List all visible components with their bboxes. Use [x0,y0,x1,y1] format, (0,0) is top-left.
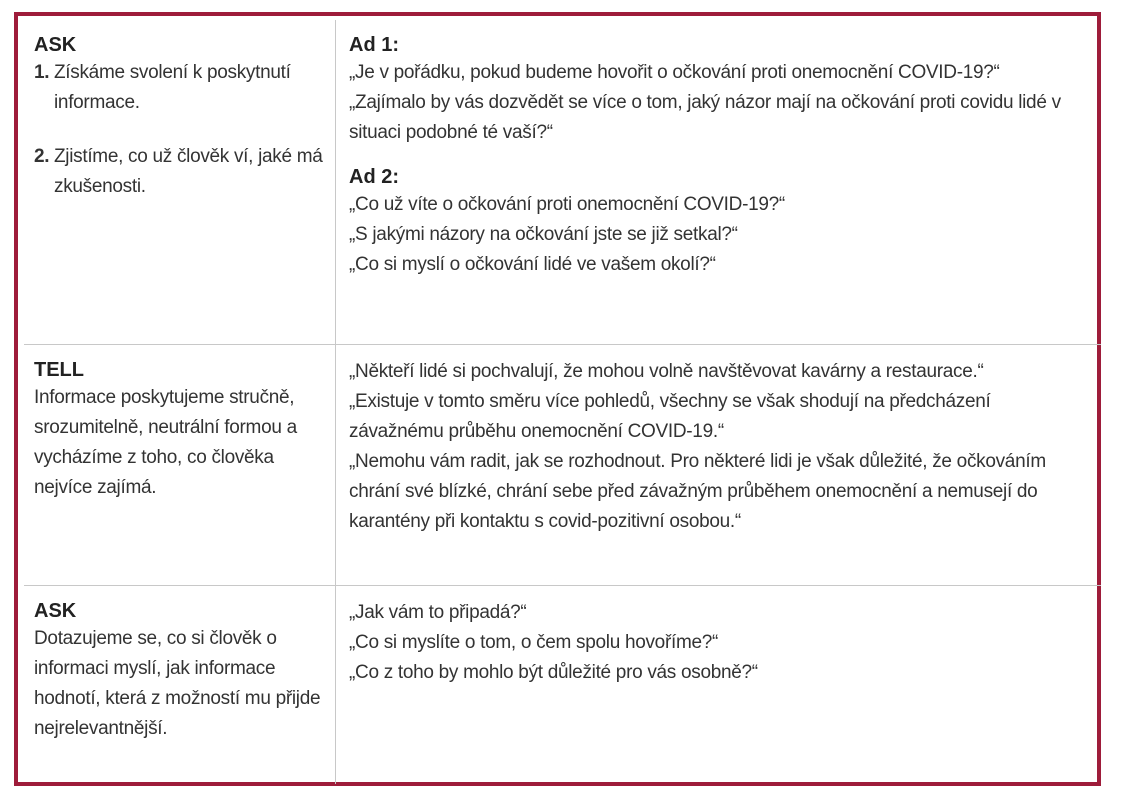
row1-item-2-number: 2. [34,146,50,167]
row2-right-cell [336,345,1087,585]
row3-left-cell [24,586,336,784]
ask-tell-ask-table [24,20,1101,784]
row3-quote-3: „Co z toho by mohlo být důležité pro vás osobně?“ [349,662,758,683]
row1-group1-quote-1: „Je v pořádku, pokud budeme hovořit o očkování proti onemocnění COVID-19?“ [349,62,1000,83]
row3-right-cell [336,586,1087,784]
spacer [34,118,327,142]
row1-group1-quote-2: „Zajímalo by vás dozvědět se více o tom, jaký názor mají na očkování proti covidu lidé v situaci podobné té vaší?“ [349,92,1061,143]
row1-group1-label: Ad 1: [349,34,399,56]
table-row-ask-1 [24,20,1101,345]
spacer [349,148,1079,164]
row3-quote-2: „Co si myslíte o tom, o čem spolu hovoříme?“ [349,632,719,653]
row2-quote-2: „Existuje v tomto směru více pohledů, všechny se však shodují na předcházení závažnému průběhu onemocnění COVID-19.“ [349,391,991,442]
row3-quote-1: „Jak vám to připadá?“ [349,602,527,623]
row1-group2-label: Ad 2: [349,166,399,188]
row1-group2-quote-2: „S jakými názory na očkování jste se již setkal?“ [349,224,738,245]
row1-item-2-text: Zjistíme, co už člověk ví, jaké má zkušenosti. [54,146,323,197]
row2-left-cell [24,345,336,585]
row1-group2-quote-3: „Co si myslí o očkování lidé ve vašem okolí?“ [349,254,716,275]
row2-quote-3: „Nemohu vám radit, jak se rozhodnout. Pro některé lidi je však důležité, že očkováním chrání své blízké, chrání sebe před závažným průběhem onemocnění a nemusejí do karantény při kontaktu s covid-pozitivní osobou.“ [349,451,1046,532]
row1-item-2 [34,142,327,202]
row3-heading: ASK [34,600,77,622]
row1-heading: ASK [34,34,77,56]
row1-right-cell [336,20,1087,344]
row2-quote-1: „Někteří lidé si pochvalují, že mohou volně navštěvovat kavárny a restaurace.“ [349,361,984,382]
row1-item-1-number: 1. [34,62,50,83]
row1-item-1-text: Získáme svolení k poskytnutí informace. [54,62,291,113]
row2-description: Informace poskytujeme stručně, srozumitelně, neutrální formou a vycházíme z toho, co člověka nejvíce zajímá. [34,387,297,498]
row1-item-1 [34,58,327,118]
row1-left-cell [24,20,336,344]
row2-heading: TELL [34,359,84,381]
table-row-ask-2 [24,586,1101,784]
row3-description: Dotazujeme se, co si člověk o informaci myslí, jak informace hodnotí, která z možností mu přijde nejrelevantnější. [34,628,321,739]
row1-group2-quote-1: „Co už víte o očkování proti onemocnění COVID-19?“ [349,194,785,215]
table-row-tell [24,345,1101,586]
